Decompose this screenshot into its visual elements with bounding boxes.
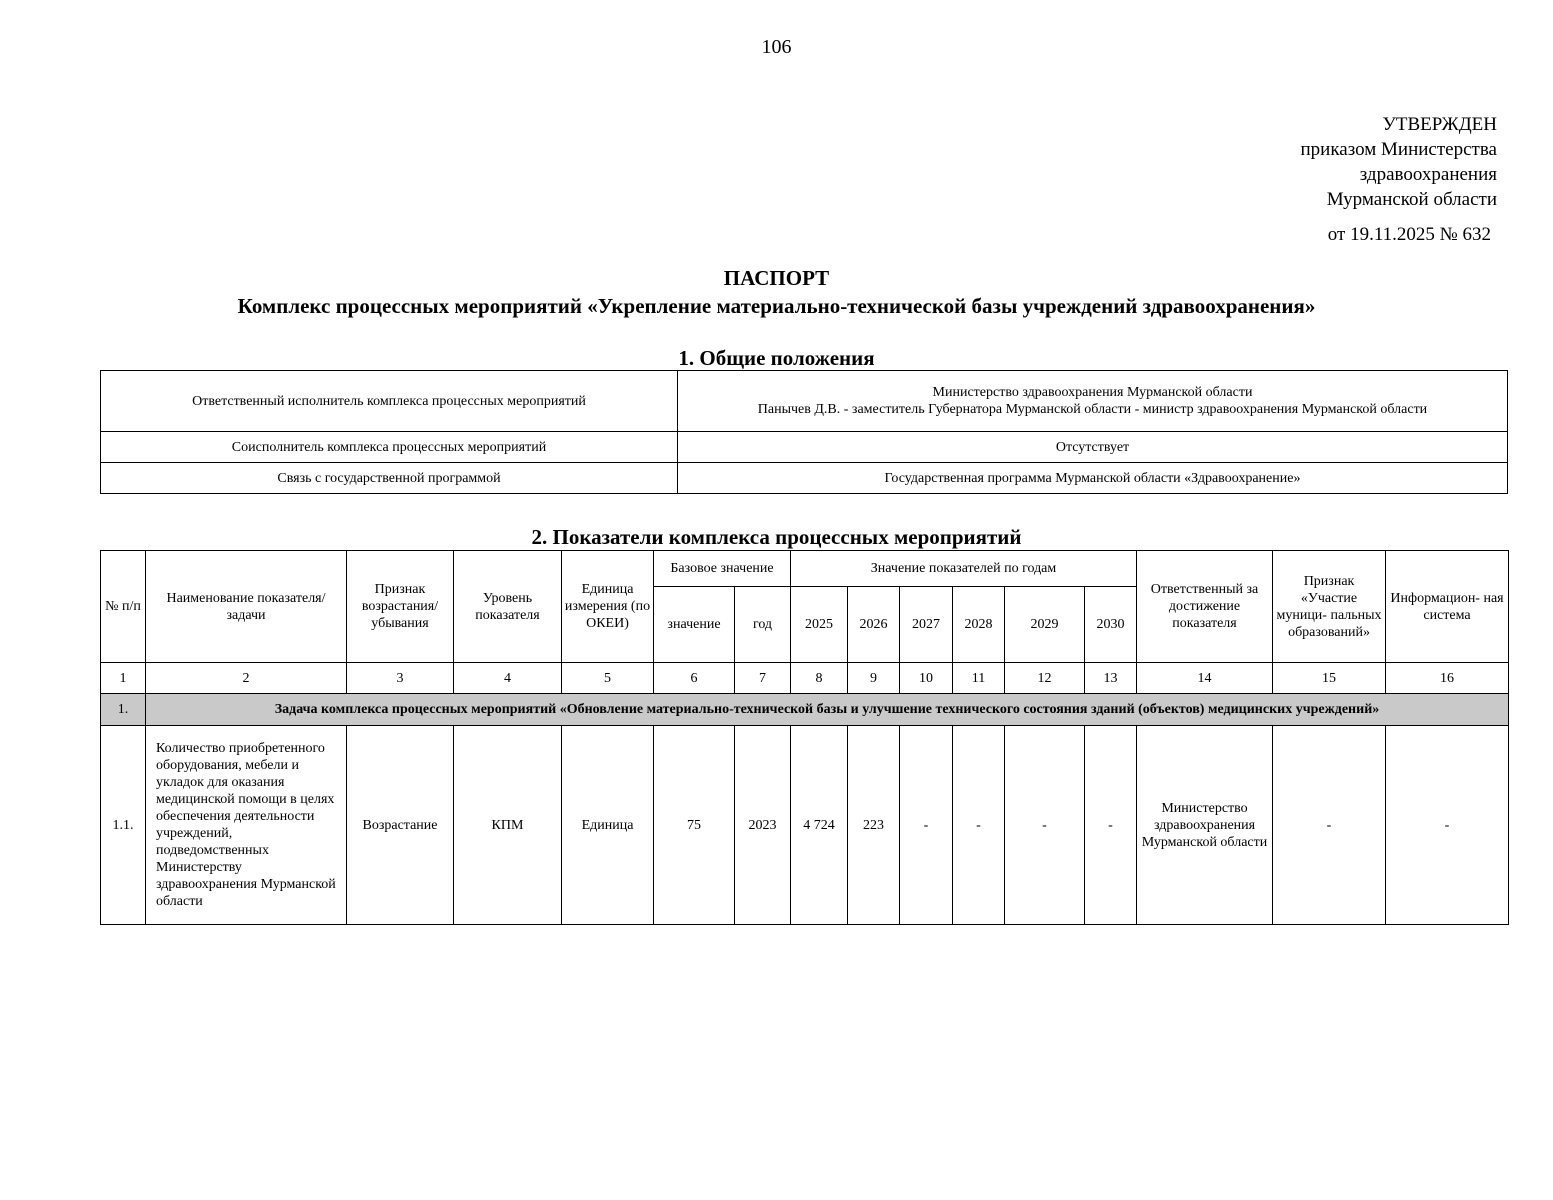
header-unit: Единица измерения (по ОКЕИ) <box>562 551 654 663</box>
cell-unit: Единица <box>562 726 654 925</box>
header-infosys: Информацион- ная система <box>1386 551 1509 663</box>
task-text: Задача комплекса процессных мероприятий «Обновление материально-технической базы и улучшение технического состояния зданий (объектов) медицинских учреждений» <box>146 694 1509 726</box>
header-name: Наименование показателя/задачи <box>146 551 347 663</box>
header-year: 2026 <box>848 587 900 663</box>
row-value <box>678 371 1508 432</box>
col-number: 15 <box>1273 663 1386 694</box>
row-value: Государственная программа Мурманской области «Здравоохранение» <box>678 463 1508 494</box>
row-label: Ответственный исполнитель комплекса процессных мероприятий <box>101 371 678 432</box>
cell-municipal: - <box>1273 726 1386 925</box>
cell-year-value: - <box>1085 726 1137 925</box>
document-title <box>0 264 1553 320</box>
approval-line: Мурманской области <box>1326 189 1497 210</box>
header-year: 2030 <box>1085 587 1137 663</box>
col-number: 8 <box>791 663 848 694</box>
value-line: Министерство здравоохранения Мурманской области <box>932 385 1253 400</box>
table-row <box>101 371 1508 432</box>
header-year: 2029 <box>1005 587 1085 663</box>
section1-heading: 1. Общие положения <box>678 346 875 370</box>
cell-year-value: 4 724 <box>791 726 848 925</box>
row-value: Отсутствует <box>678 432 1508 463</box>
col-number: 10 <box>900 663 953 694</box>
header-years-group: Значение показателей по годам <box>791 551 1137 587</box>
cell-name: Количество приобретенного оборудования, мебели и укладок для оказания медицинской помощи в целях обеспечения деятельности учреждений, подведомственных Министерству здравоохранения Мурманской области <box>146 726 347 925</box>
cell-year-value: - <box>953 726 1005 925</box>
table-row <box>101 432 1508 463</box>
header-base: Базовое значение <box>654 551 791 587</box>
header-year: 2028 <box>953 587 1005 663</box>
column-numbers-row <box>101 663 1509 694</box>
header-year: 2025 <box>791 587 848 663</box>
cell-infosys: - <box>1386 726 1509 925</box>
header-num: № п/п <box>101 551 146 663</box>
col-number: 9 <box>848 663 900 694</box>
cell-year-value: - <box>900 726 953 925</box>
section2-heading: 2. Показатели комплекса процессных мероприятий <box>531 525 1022 549</box>
cell-base-value: 75 <box>654 726 735 925</box>
header-responsible: Ответственный за достижение показателя <box>1137 551 1273 663</box>
col-number: 4 <box>454 663 562 694</box>
cell-num: 1.1. <box>101 726 146 925</box>
col-number: 2 <box>146 663 347 694</box>
cell-responsible: Министерство здравоохранения Мурманской области <box>1137 726 1273 925</box>
col-number: 5 <box>562 663 654 694</box>
task-row <box>101 694 1509 726</box>
approval-line: УТВЕРЖДЕН <box>1382 114 1497 135</box>
general-provisions-table <box>100 370 1508 494</box>
cell-level: КПМ <box>454 726 562 925</box>
col-number: 16 <box>1386 663 1509 694</box>
header-base-year: год <box>735 587 791 663</box>
header-base-value: значение <box>654 587 735 663</box>
header-level: Уровень показателя <box>454 551 562 663</box>
col-number: 3 <box>347 663 454 694</box>
page-number: 106 <box>761 36 792 58</box>
header-trend: Признак возрастания/ убывания <box>347 551 454 663</box>
title-subtitle: Комплекс процессных мероприятий «Укрепление материально-технической базы учреждений здравоохранения» <box>237 294 1316 318</box>
indicators-table <box>100 550 1509 925</box>
col-number: 14 <box>1137 663 1273 694</box>
col-number: 6 <box>654 663 735 694</box>
table-row <box>101 463 1508 494</box>
col-number: 1 <box>101 663 146 694</box>
header-row <box>101 551 1509 587</box>
approval-line: приказом Министерства <box>1300 139 1497 160</box>
cell-year-value: - <box>1005 726 1085 925</box>
cell-trend: Возрастание <box>347 726 454 925</box>
row-label: Соисполнитель комплекса процессных мероприятий <box>101 432 678 463</box>
col-number: 13 <box>1085 663 1137 694</box>
title-line: ПАСПОРТ <box>723 266 830 290</box>
col-number: 12 <box>1005 663 1085 694</box>
approval-stamp <box>1301 112 1497 247</box>
approval-order: от 19.11.2025 № 632 <box>1327 224 1491 245</box>
cell-base-year: 2023 <box>735 726 791 925</box>
col-number: 11 <box>953 663 1005 694</box>
header-municipal: Признак «Участие муници- пальных образований» <box>1273 551 1386 663</box>
col-number: 7 <box>735 663 791 694</box>
approval-line: здравоохранения <box>1359 164 1497 185</box>
row-label: Связь с государственной программой <box>101 463 678 494</box>
value-line: Панычев Д.В. - заместитель Губернатора Мурманской области - министр здравоохранения Мурманской области <box>757 402 1428 417</box>
task-number: 1. <box>101 694 146 726</box>
table-row <box>101 726 1509 925</box>
cell-year-value: 223 <box>848 726 900 925</box>
header-year: 2027 <box>900 587 953 663</box>
